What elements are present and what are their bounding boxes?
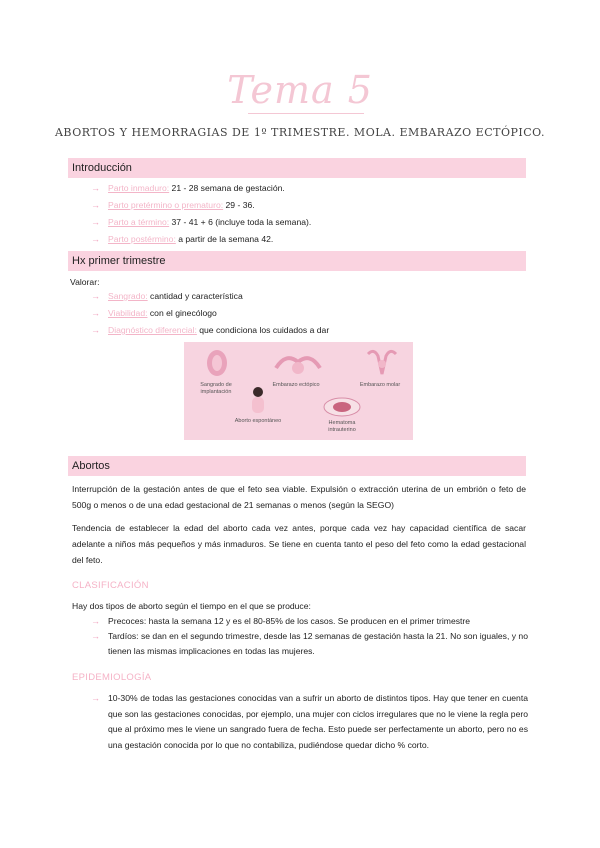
term-text: que condiciona los cuidados a dar bbox=[196, 325, 330, 335]
figure-label-ectopico: Embarazo ectópico bbox=[272, 382, 320, 388]
term-text: 37 - 41 + 6 (incluye toda la semana). bbox=[169, 217, 312, 227]
figure-label-aborto: Aborto espontáneo bbox=[234, 418, 282, 424]
list-item-text: Precoces: hasta la semana 12 y es el 80-85% de los casos. Se producen en el primer trimestre bbox=[108, 616, 471, 626]
hematoma-icon bbox=[322, 396, 362, 418]
clasificacion-list bbox=[68, 614, 528, 665]
term-text: con el ginecólogo bbox=[147, 308, 217, 318]
abortos-definition: Interrupción de la gestación antes de que el feto sea viable. Expulsión o extracción uterina de un embrión o feto de 500g o menos o de una edad gestacional de 21 semanas o menos (según la SEGO) bbox=[72, 484, 526, 510]
clasificacion-heading: CLASIFICACIÓN bbox=[72, 580, 149, 591]
section-header-hx: Hx primer trimestre bbox=[68, 251, 526, 271]
differential-diagnosis-figure bbox=[184, 342, 413, 440]
list-item bbox=[68, 217, 528, 228]
arrow-right-icon: → bbox=[91, 693, 100, 703]
section-header-abortos: Abortos bbox=[68, 456, 526, 476]
list-item bbox=[68, 308, 528, 319]
arrow-right-icon: → bbox=[91, 291, 100, 301]
list-item bbox=[68, 183, 528, 194]
list-item-text: 10-30% de todas las gestaciones conocidas van a sufrir un aborto de distintos tipos. Hay que tener en cuenta que son las gestaciones conocidas, por ejemplo, una mujer con ciclos irregulares que no le viene la regla pero que al próximo mes le viene un sangrado fuera de fecha. Esto puede ser perfectamente un aborto, pero no es una gestación conocida por lo que no contabiliza, pudiéndose quedar dicho % corto. bbox=[108, 693, 528, 750]
introduccion-list bbox=[68, 183, 528, 251]
list-item bbox=[68, 234, 528, 245]
term-text: 29 - 36. bbox=[223, 200, 255, 210]
list-item-text: Tardíos: se dan en el segundo trimestre, desde las 12 semanas de gestación hasta la 21. No son iguales, y no tienen las mismas implicaciones en todas las mujeres. bbox=[108, 631, 528, 656]
term-link[interactable]: Parto inmaduro: bbox=[108, 183, 170, 193]
arrow-right-icon: → bbox=[91, 217, 100, 227]
figure-label-hematoma: Hematoma intrauterino bbox=[328, 420, 356, 433]
title-divider bbox=[248, 113, 364, 114]
valorar-label: Valorar: bbox=[70, 277, 100, 287]
epidemiologia-heading: EPIDEMIOLOGÍA bbox=[72, 672, 152, 683]
list-item bbox=[68, 629, 528, 659]
list-item bbox=[68, 291, 528, 302]
arrow-right-icon: → bbox=[91, 631, 100, 641]
arrow-right-icon: → bbox=[91, 308, 100, 318]
term-link[interactable]: Viabilidad: bbox=[108, 308, 148, 318]
woman-figure-icon bbox=[248, 386, 268, 416]
arrow-right-icon: → bbox=[91, 325, 100, 335]
molar-pregnancy-icon bbox=[364, 346, 400, 378]
list-item bbox=[68, 200, 528, 211]
term-link[interactable]: Parto a término: bbox=[108, 217, 170, 227]
figure-label-sangrado: Sangrado de implantación bbox=[200, 382, 232, 395]
term-link[interactable]: Sangrado: bbox=[108, 291, 148, 301]
epidemiologia-list bbox=[68, 691, 528, 759]
term-text: a partir de la semana 42. bbox=[175, 234, 274, 244]
page-subtitle: ABORTOS Y HEMORRAGIAS DE 1º TRIMESTRE. MOLA. EMBARAZO ECTÓPICO. bbox=[54, 126, 545, 139]
term-link[interactable]: Parto pretérmino o prematuro: bbox=[108, 200, 224, 210]
arrow-right-icon: → bbox=[91, 234, 100, 244]
list-item bbox=[68, 325, 528, 336]
list-item bbox=[68, 614, 528, 629]
term-link[interactable]: Diagnóstico diferencial: bbox=[108, 325, 197, 335]
term-text: cantidad y característica bbox=[147, 291, 243, 301]
page-title: Tema 5 bbox=[227, 68, 373, 112]
arrow-right-icon: → bbox=[91, 616, 100, 626]
section-header-introduccion: Introducción bbox=[68, 158, 526, 178]
abortos-paragraph-2: Tendencia de establecer la edad del aborto cada vez antes, porque cada vez hay capacidad científica de sacar adelante a niños más pequeños y más inmaduros. Se tiene en cuenta tanto el peso del feto como la edad gestacional del feto. bbox=[72, 523, 526, 565]
clasificacion-intro: Hay dos tipos de aborto según el tiempo en el que se produce: bbox=[72, 601, 311, 611]
figure-label-molar: Embarazo molar bbox=[359, 382, 401, 388]
list-item bbox=[68, 691, 528, 753]
term-text: 21 - 28 semana de gestación. bbox=[169, 183, 285, 193]
arrow-right-icon: → bbox=[91, 183, 100, 193]
hx-list bbox=[68, 291, 528, 342]
ectopic-pregnancy-icon bbox=[272, 348, 324, 378]
arrow-right-icon: → bbox=[91, 200, 100, 210]
term-link[interactable]: Parto postérmino: bbox=[108, 234, 176, 244]
uterus-implantation-icon bbox=[202, 348, 232, 378]
